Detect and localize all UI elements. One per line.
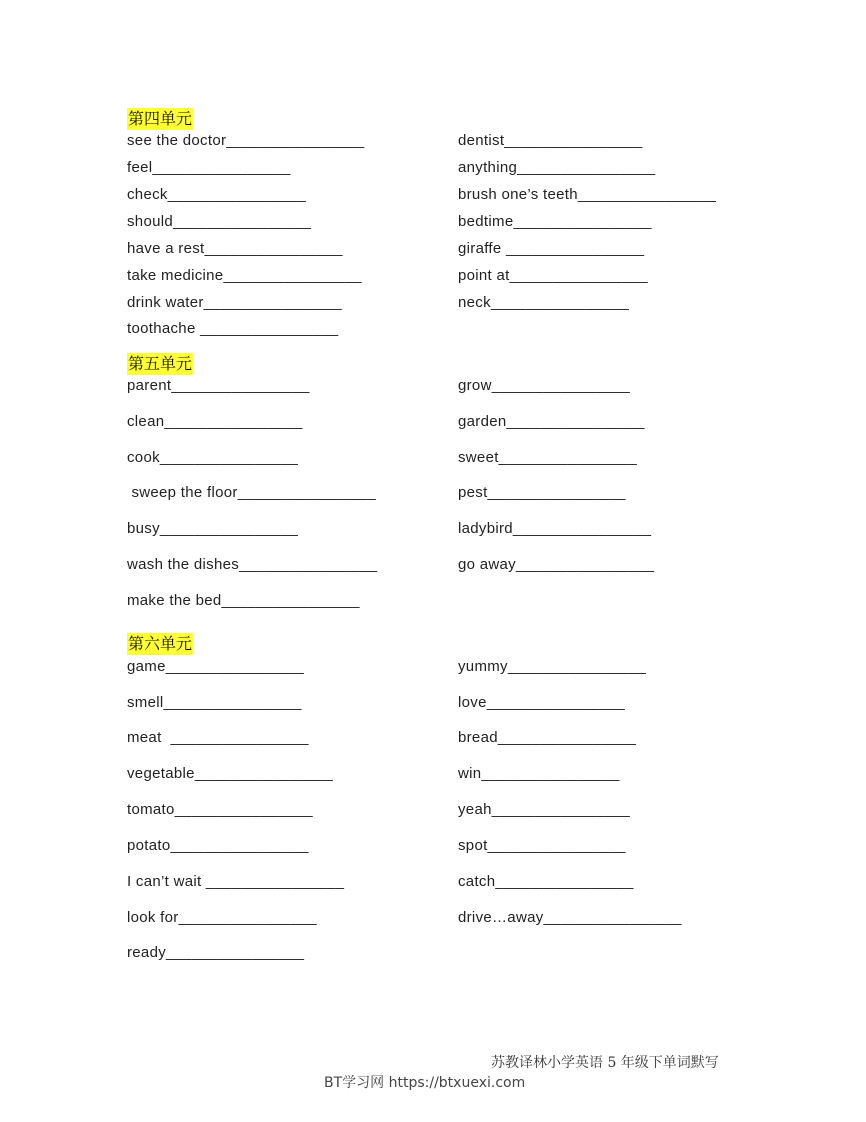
unit-4-right-item: giraffe ________________	[458, 240, 645, 257]
unit-5-left-item: busy________________	[127, 520, 299, 537]
unit-5-left-item: sweep the floor________________	[127, 484, 376, 501]
unit-5-right-item: sweet________________	[458, 449, 637, 466]
document-footer-title: 苏教译林小学英语 5 年级下单词默写	[491, 1055, 719, 1071]
unit-6-left-item: look for________________	[127, 909, 317, 926]
unit-6-left-item: meat ________________	[127, 729, 309, 746]
unit-5-left-item: make the bed________________	[127, 592, 360, 609]
unit-5-right-item: ladybird________________	[458, 520, 652, 537]
unit-5-left-item: cook________________	[127, 449, 299, 466]
unit-4-title: 第四单元	[128, 109, 193, 128]
unit-6-left-item: tomato________________	[127, 801, 313, 818]
unit-5-left-item: clean________________	[127, 413, 303, 430]
unit-4-right-item: bedtime________________	[458, 213, 652, 230]
unit-4-left-item: should________________	[127, 213, 312, 230]
unit-4-right-item: anything________________	[458, 159, 656, 176]
unit-4-left-item: see the doctor________________	[127, 132, 365, 149]
unit-4-left-item: drink water________________	[127, 294, 342, 311]
unit-4-right-item: point at________________	[458, 267, 648, 284]
unit-4-left-item: feel________________	[127, 159, 291, 176]
unit-6-left-item: potato________________	[127, 837, 309, 854]
unit-4-left-item: toothache ________________	[127, 320, 339, 337]
unit-4-right-item: brush one’s teeth________________	[458, 186, 717, 203]
unit-6-left-item: ready________________	[127, 944, 305, 961]
unit-6-right-item: drive…away________________	[458, 909, 682, 926]
unit-6-right-item: yeah________________	[458, 801, 631, 818]
unit-6-title: 第六单元	[128, 634, 193, 653]
unit-5-right-item: go away________________	[458, 556, 655, 573]
unit-6-right-item: love________________	[458, 694, 625, 711]
site-watermark: BT学习网 https://btxuexi.com	[324, 1075, 526, 1091]
unit-5-title: 第五单元	[128, 354, 193, 373]
unit-5-right-item: garden________________	[458, 413, 645, 430]
unit-6-right-item: yummy________________	[458, 658, 647, 675]
unit-6-right-item: catch________________	[458, 873, 634, 890]
unit-6-right-item: bread________________	[458, 729, 637, 746]
unit-6-left-item: game________________	[127, 658, 304, 675]
unit-5-left-item: wash the dishes________________	[127, 556, 378, 573]
unit-4-left-item: check________________	[127, 186, 306, 203]
unit-5-right-item: pest________________	[458, 484, 626, 501]
unit-6-right-item: spot________________	[458, 837, 626, 854]
unit-6-left-item: smell________________	[127, 694, 302, 711]
unit-4-right-item: dentist________________	[458, 132, 643, 149]
unit-4-right-item: neck________________	[458, 294, 630, 311]
unit-4-left-item: have a rest________________	[127, 240, 343, 257]
unit-6-left-item: vegetable________________	[127, 765, 334, 782]
unit-4-left-item: take medicine________________	[127, 267, 362, 284]
unit-6-right-item: win________________	[458, 765, 620, 782]
unit-5-left-item: parent________________	[127, 377, 310, 394]
unit-5-right-item: grow________________	[458, 377, 630, 394]
unit-6-left-item: I can’t wait ________________	[127, 873, 345, 890]
